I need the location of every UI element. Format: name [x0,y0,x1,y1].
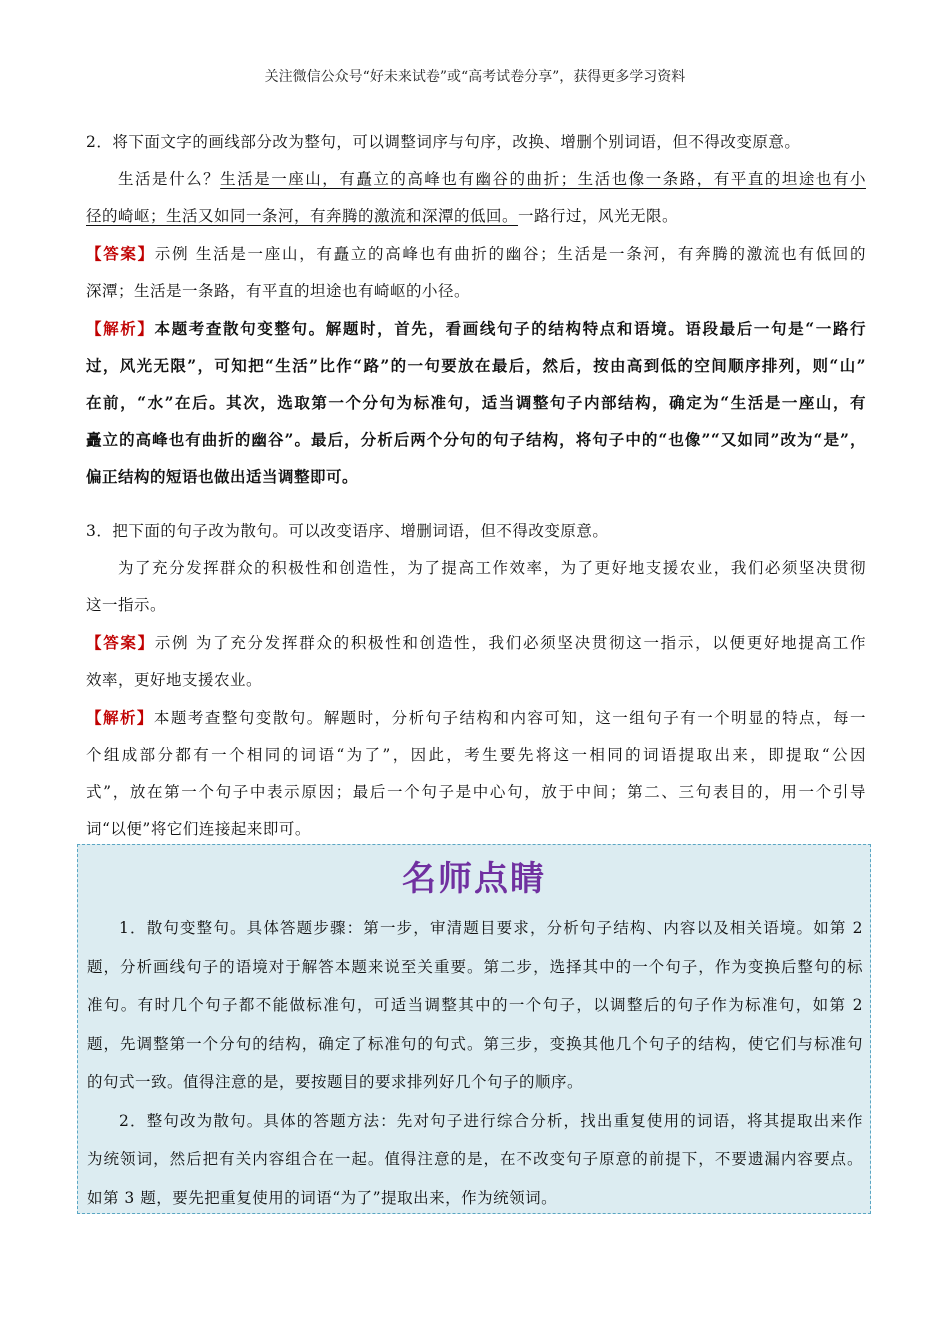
q3-passage-line2: 这一指示。 [86,596,167,614]
page-header: 关注微信公众号“好未来试卷”或“高考试卷分享”，获得更多学习资料 [264,69,686,85]
q2-passage-prefix: 生活是什么？ [118,170,221,188]
q3-answer-tag: 【答案】 [86,633,155,652]
teacher-tips-box [77,844,871,1214]
section-gap [86,495,866,513]
q2-analysis-tag: 【解析】 [86,319,155,338]
tips-p2-line3: 如第 3 题，要先把重复使用的词语“为了”提取出来，作为统领词。 [87,1188,558,1207]
q2-analysis-line1 [86,310,866,347]
tips-p2-line2: 为统领词，然后把有关内容组合在一起。值得注意的是，在不改变句子原意的前提下，不要遗漏内容要点。 [87,1150,863,1168]
q3-answer-text1: 示例 为了充分发挥群众的积极性和创造性，我们必须坚决贯彻这一指示，以便更好地提高工作 [154,634,866,652]
q2-analysis-line2: 过，风光无限”，可知把“生活”比作“路”的一句要放在最后，然后，按由高到低的空间顺序排列，则“山” [86,356,866,375]
q3-analysis-tag: 【解析】 [86,708,154,727]
q2-analysis-line3: 在前，“水”在后。其次，选取第一个分句为标准句，适当调整句子内部结构，确定为“生活是一座山，有 [86,393,866,412]
q2-passage-underline2: 径的崎岖；生活又如同一条河，有奔腾的激流和深潭的低回。 [86,207,519,225]
q3-answer-line2: 效率，更好地支援农业。 [86,671,263,689]
q2-answer-line2: 深潭；生活是一条路，有平直的坦途也有崎岖的小径。 [86,282,471,300]
q2-analysis-text1: 本题考查散句变整句。解题时，首先，看画线句子的结构特点和语境。语段最后一句是“一路行 [154,319,866,338]
q2-question: 2．将下面文字的画线部分改为整句，可以调整词序与句序，改换、增删个别词语，但不得改变原意。 [86,133,801,151]
tips-p2-line1: 2．整句改为散句。具体的答题方法：先对句子进行综合分析，找出重复使用的词语，将其提取出来作 [119,1111,863,1130]
q2-answer-tag: 【答案】 [86,244,155,263]
tips-p1-line5: 的句式一致。值得注意的是，要按题目的要求排列好几个句子的顺序。 [87,1073,584,1091]
q2-passage-underline1: 生活是一座山，有矗立的高峰也有幽谷的曲折；生活也像一条路，有平直的坦途也有小 [220,170,866,188]
q3-analysis-line4: 词“以便”将它们连接起来即可。 [86,820,311,838]
q2-answer-text1: 示例 生活是一座山，有矗立的高峰也有曲折的幽谷；生活是一条河，有奔腾的激流也有低回的 [154,245,866,263]
tips-body [87,909,863,1217]
q2-passage-line1 [86,161,866,198]
q3-analysis-line1 [86,699,866,737]
q3-analysis-line2: 个组成部分都有一个相同的词语“为了”，因此，考生要先将这一相同的词语提取出来，即提取“公因 [86,746,866,764]
q2-passage-suffix: 一路行过，风光无限。 [518,207,679,225]
q3-passage-line1: 为了充分发挥群众的积极性和创造性，为了提高工作效率，为了更好地支援农业，我们必须坚决贯彻 [118,559,866,577]
tips-p1-line3: 准句。有时几个句子都不能做标准句，可适当调整其中的一个句子，以调整后的句子作为标准句，如第 2 [87,996,863,1014]
q3-analysis-text1: 本题考查整句变散句。解题时，分析句子结构和内容可知，这一组句子有一个明显的特点，每一 [153,709,866,727]
q2-analysis-line5: 偏正结构的短语也做出适当调整即可。 [86,467,359,486]
q2-passage-line2 [86,198,866,235]
q2-answer-line1 [86,235,866,273]
tips-title: 名师点睛 [402,859,546,899]
tips-p1-line2: 题，分析画线句子的语境对于解答本题来说至关重要。第二步，选择其中的一个句子，作为变换后整句的标 [87,957,863,976]
q3-question: 3．把下面的句子改为散句。可以改变语序、增删词语，但不得改变原意。 [86,522,609,540]
main-content [86,124,866,848]
tips-p1-line1: 1．散句变整句。具体答题步骤：第一步，审清题目要求，分析句子结构、内容以及相关语境。如第 2 [119,919,863,937]
q3-answer-line1 [86,624,866,662]
tips-p1-line4: 题，先调整第一个分句的结构，确定了标准句的句式。第三步，变换其他几个句子的结构，使它们与标准句 [87,1034,863,1053]
q3-analysis-line3: 式”，放在第一个句子中表示原因；最后一个句子是中心句，放于中间；第二、三句表目的，用一个引导 [86,783,866,801]
q2-analysis-line4: 矗立的高峰也有曲折的幽谷”。最后，分析后两个分句的句子结构，将句子中的“也像”“又如同”改为“是”， [86,430,866,449]
